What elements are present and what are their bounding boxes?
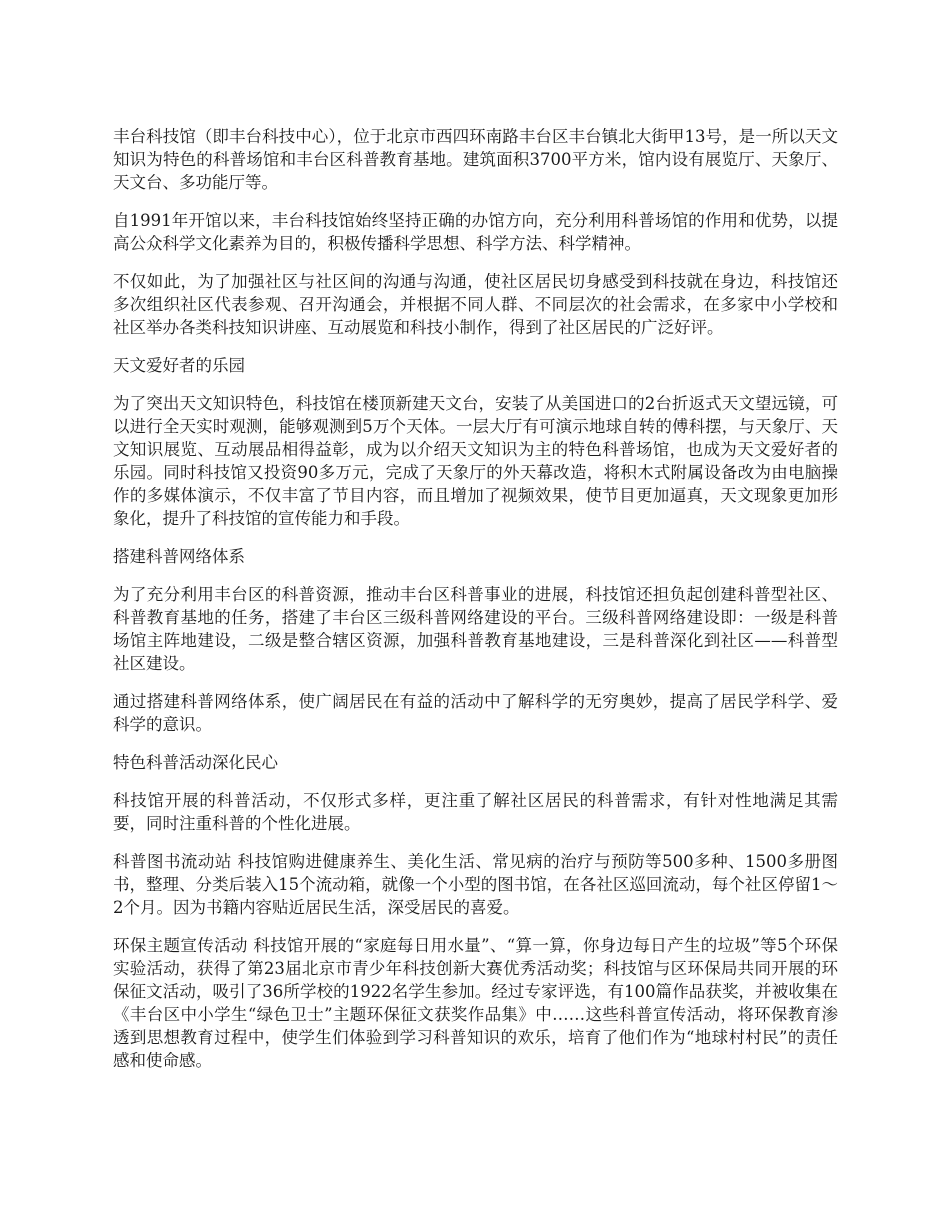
network-paragraph-1: 为了充分利用丰台区的科普资源，推动丰台区科普事业的进展，科技馆还担负起创建科普型社区、科普教育基地的任务，搭建了丰台区三级科普网络建设的平台。三级科普网络建设即：一级是科普场馆主阵地建设，二级是整合辖区资源，加强科普教育基地建设，三是科普深化到社区——科普型社区建设。 xyxy=(113,585,838,673)
intro-paragraph-1: 丰台科技馆（即丰台科技中心），位于北京市西四环南路丰台区丰台镇北大街甲13号，是一所以天文知识为特色的科普场馆和丰台区科普教育基地。建筑面积3700平方米，馆内设有展览厅、天象厅、天文台、多功能厅等。 xyxy=(113,127,838,192)
network-paragraph-2: 通过搭建科普网络体系，使广阔居民在有益的活动中了解科学的无穷奥妙，提高了居民学科学、爱科学的意识。 xyxy=(113,692,838,734)
activities-paragraph-1: 科技馆开展的科普活动，不仅形式多样，更注重了解社区居民的科普需求，有针对性地满足其需要，同时注重科普的个性化进展。 xyxy=(113,791,838,833)
intro-paragraph-2: 自1991年开馆以来，丰台科技馆始终坚持正确的办馆方向，充分利用科普场馆的作用和优势，以提高公众科学文化素养为目的，积极传播科学思想、科学方法、科学精神。 xyxy=(113,211,838,253)
section-heading-activities: 特色科普活动深化民心 xyxy=(113,753,278,772)
section-heading-astronomy: 天文爱好者的乐园 xyxy=(113,356,245,375)
activities-paragraph-environment: 环保主题宣传活动 科技馆开展的“家庭每日用水量”、“算一算，你身边每日产生的垃圾”等5个环保实验活动，获得了第23届北京市青少年科技创新大赛优秀活动奖；科技馆与区环保局共同开展的环保征文活动，吸引了36所学校的1922名学生参加。经过专家评选，有100篇作品获奖，并被收集在《丰台区中小学生“绿色卫士”主题环保征文获奖作品集》中……这些科普宣传活动，将环保教育渗透到思想教育过程中，使学生们体验到学习科普知识的欢乐，培育了他们作为“地球村村民”的责任感和使命感。 xyxy=(113,936,838,1070)
intro-paragraph-3: 不仅如此，为了加强社区与社区间的沟通与沟通，使社区居民切身感受到科技就在身边，科技馆还多次组织社区代表参观、召开沟通会，并根据不同人群、不同层次的社会需求，在多家中小学校和社区举办各类科技知识讲座、互动展览和科技小制作，得到了社区居民的广泛好评。 xyxy=(113,272,838,337)
section-heading-network: 搭建科普网络体系 xyxy=(113,547,245,566)
activities-paragraph-books: 科普图书流动站 科技馆购进健康养生、美化生活、常见病的治疗与预防等500多种、1500多册图书，整理、分类后装入15个流动箱，就像一个小型的图书馆，在各社区巡回流动，每个社区停留1～2个月。因为书籍内容贴近居民生活，深受居民的喜爱。 xyxy=(113,852,838,917)
astronomy-paragraph: 为了突出天文知识特色，科技馆在楼顶新建天文台，安装了从美国进口的2台折返式天文望远镜，可以进行全天实时观测，能够观测到5万个天体。一层大厅有可演示地球自转的傅科摆，与天象厅、天文知识展览、互动展品相得益彰，成为以介绍天文知识为主的特色科普场馆，也成为天文爱好者的乐园。同时科技馆又投资90多万元，完成了天象厅的外天幕改造，将积木式附属设备改为由电脑操作的多媒体演示，不仅丰富了节目内容，而且增加了视频效果，使节目更加逼真，天文现象更加形象化，提升了科技馆的宣传能力和手段。 xyxy=(113,394,838,528)
